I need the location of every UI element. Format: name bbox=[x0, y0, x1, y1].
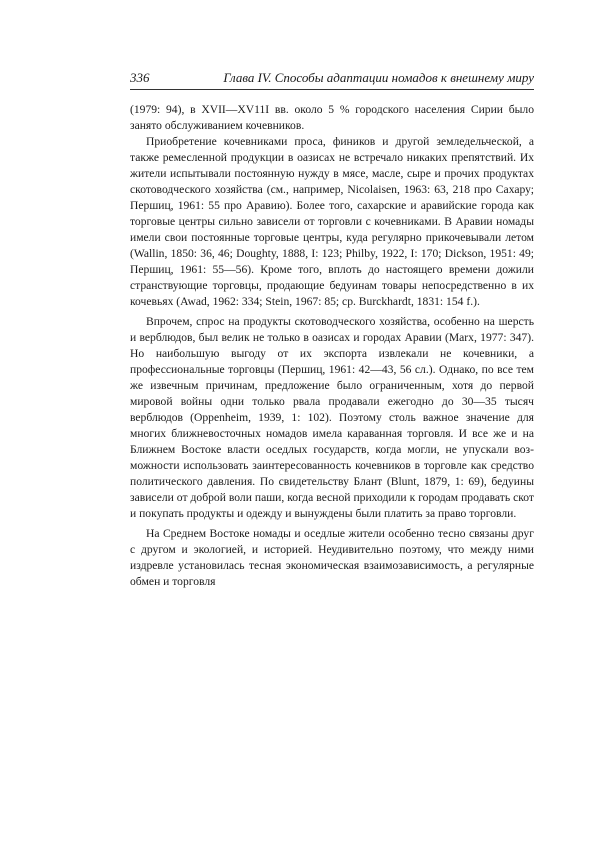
paragraph-2: Приобретение кочевниками проса, фиников и другой земледельческой, а также ремесленной продукции в оазисах не встречало никаких препятствий. Их жители испытывали постоянную нужду в мясе, масле, сыре и прочих продуктах скотоводческого хозяйства (см., например, Nicolaisen, 1963: 63, 218 про Сахару; Першиц, 1961: 55 про Аравию). Более того, сахарские и аравийские города как торговые центры сильно зависели от торговли с кочевниками. В Аравии номады имели свои постоянные торговые центры, куда регулярно прикочевывали летом (Wallin, 1850: 36, 46; Doughty, 1888, I: 123; Philby, 1922, I: 170; Dickson, 1951: 49; Першиц, 1961: 55—56). Кроме того, вплоть до настоящего времени дожили странствующие торговцы, продающие бедуинам товары непосредственно в их кочевьях (Awad, 1962: 334; Stein, 1967: 85; ср. Burckhardt, 1831: 154 f.). bbox=[130, 135, 534, 308]
running-title: Глава IV. Способы адаптации номадов к внешнему миру bbox=[223, 70, 534, 85]
book-page bbox=[130, 70, 534, 590]
body-text bbox=[130, 102, 534, 590]
running-header bbox=[130, 70, 534, 90]
paragraph-4: На Среднем Востоке номады и оседлые жители особенно тесно связаны друг с другом и экологией, и историей. Неудивительно поэтому, что между ними издревле установилась тесная экономическая взаимозависимость, а регулярные обмен и торговля bbox=[130, 527, 534, 588]
paragraph-3: Впрочем, спрос на продукты скотоводческого хозяйства, особенно на шерсть и верблюдов, был велик не только в оазисах и городах Аравии (Marx, 1977: 347). Но наибольшую выгоду от их экспорта извлекали не кочевники, а профессиональные торговцы (Першиц, 1961: 42—43, 56 сл.). Однако, по все тем же извечным причинам, предложение было ограниченным, хотя до первой мировой войны одни только рвала продавали ежегодно до 30—35 тысяч верблюдов (Oppenheim, 1939, 1: 102). Поэтому столь важное значение для многих ближневосточных номадов имела караванная торговля. И все же и на Ближнем Востоке власти оседлых государств, когда могли, не упускали возможности использовать заинтересованность кочевников в торговле как средство политического давления. По свидетельству Блант (Blunt, 1879, 1: 69), бедуины зависели от доброй воли паши, когда весной приходили к городам продавать скот и покупать продукты и одежду и вынуждены были платить за право торговли. bbox=[130, 315, 534, 520]
page-number: 336 bbox=[130, 70, 150, 85]
paragraph-1: (1979: 94), в XVII—XV11I вв. около 5 % городского населения Сирии было занято обслуживанием кочевников. bbox=[130, 103, 534, 132]
